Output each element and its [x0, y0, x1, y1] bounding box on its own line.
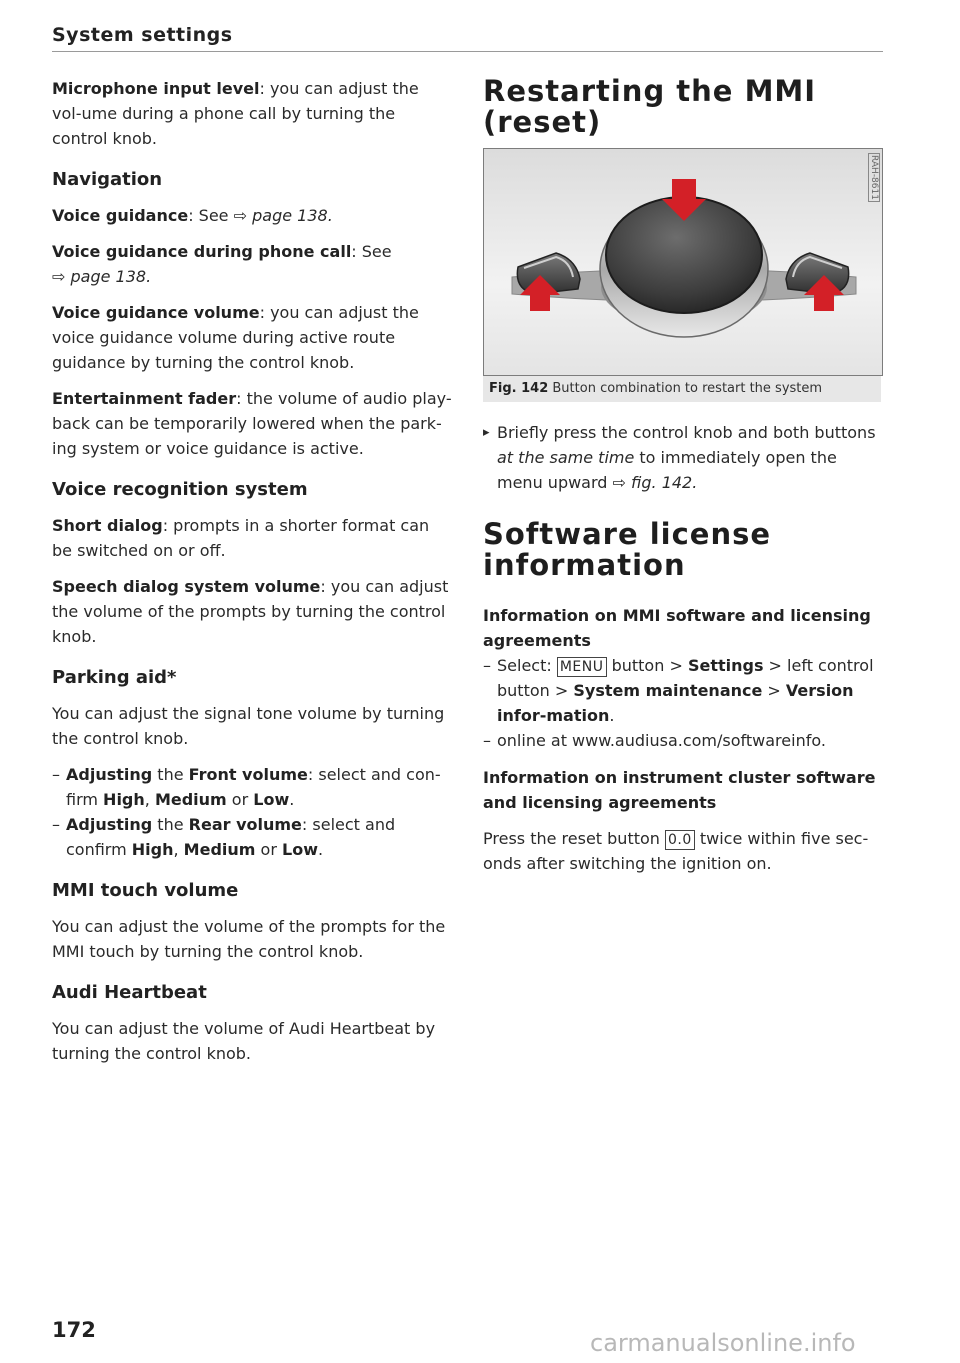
heading-restarting-mmi: Restarting the MMI (reset) [483, 74, 817, 139]
figure-142-illustration [483, 148, 883, 376]
mmi-software-list [483, 653, 883, 753]
heading-voice-recognition: Voice recognition system [52, 479, 308, 500]
figure-caption: Fig. 142 Button combination to restart the system [483, 376, 881, 402]
paragraph-voice-guidance-volume: Voice guidance volume: you can adjust the voice guidance volume during active route guidance by turning the control knob. [52, 303, 419, 372]
reset-button-label: 0.0 [665, 830, 695, 850]
paragraph-voice-guidance-call: Voice guidance during phone call: See ⇨ page 138. [52, 242, 392, 286]
paragraph-entertainment-fader: Entertainment fader: the volume of audio play-back can be temporarily lowered when the park-ing system or voice guidance is active. [52, 389, 452, 458]
control-knob-illustration [484, 149, 882, 375]
right-column [483, 76, 883, 887]
paragraph-speech-dialog-volume: Speech dialog system volume: you can adjust the volume of the prompts by turning the control knob. [52, 577, 449, 646]
paragraph-reset-button: Press the reset button 0.0 twice within five sec-onds after switching the ignition on. [483, 829, 869, 873]
page-link[interactable]: ⇨ page 138. [52, 267, 152, 286]
restart-steps [483, 420, 883, 495]
heading-software-license: Software license information [483, 517, 772, 582]
page-link[interactable]: ⇨ page 138. [233, 206, 333, 225]
heading-mmi-software-info: Information on MMI software and licensing agreements [483, 606, 871, 650]
parking-aid-list [52, 762, 452, 862]
watermark: carmanualsonline.info [590, 1329, 856, 1357]
list-item: – online at www.audiusa.com/softwareinfo. [483, 728, 883, 753]
section-title: System settings [52, 24, 233, 46]
heading-audi-heartbeat: Audi Heartbeat [52, 982, 207, 1003]
page-number: 172 [52, 1318, 96, 1342]
paragraph-short-dialog: Short dialog: prompts in a shorter format can be switched on or off. [52, 516, 430, 560]
paragraph-parking-aid: You can adjust the signal tone volume by turning the control knob. [52, 704, 445, 748]
list-item: – Adjusting the Front volume: select and con-firm High, Medium or Low. [52, 762, 452, 812]
paragraph-mmi-touch: You can adjust the volume of the prompts for the MMI touch by turning the control knob. [52, 917, 446, 961]
figure-link[interactable]: ⇨ fig. 142. [612, 473, 698, 492]
heading-parking-aid: Parking aid* [52, 667, 177, 688]
heading-navigation: Navigation [52, 169, 163, 190]
list-item: – Adjusting the Rear volume: select and confirm High, Medium or Low. [52, 812, 452, 862]
paragraph-audi-heartbeat: You can adjust the volume of Audi Heartbeat by turning the control knob. [52, 1019, 436, 1063]
heading-instrument-cluster-info: Information on instrument cluster software and licensing agreements [483, 768, 876, 812]
menu-button-label: MENU [557, 657, 607, 677]
paragraph-microphone: Microphone input level: you can adjust the vol-ume during a phone call by turning the control knob. [52, 79, 419, 148]
heading-mmi-touch-volume: MMI touch volume [52, 880, 239, 901]
paragraph-voice-guidance: Voice guidance: See ⇨ page 138. [52, 206, 333, 225]
left-column [52, 76, 452, 1077]
list-item: – Select: MENU button > Settings > left control button > System maintenance > Version infor-mation. [483, 653, 883, 728]
list-item: ▸ Briefly press the control knob and both buttons at the same time to immediately open the menu upward ⇨ fig. 142. [483, 420, 883, 495]
figure-code: RAH-8611 [869, 155, 879, 200]
header-divider [52, 51, 883, 52]
